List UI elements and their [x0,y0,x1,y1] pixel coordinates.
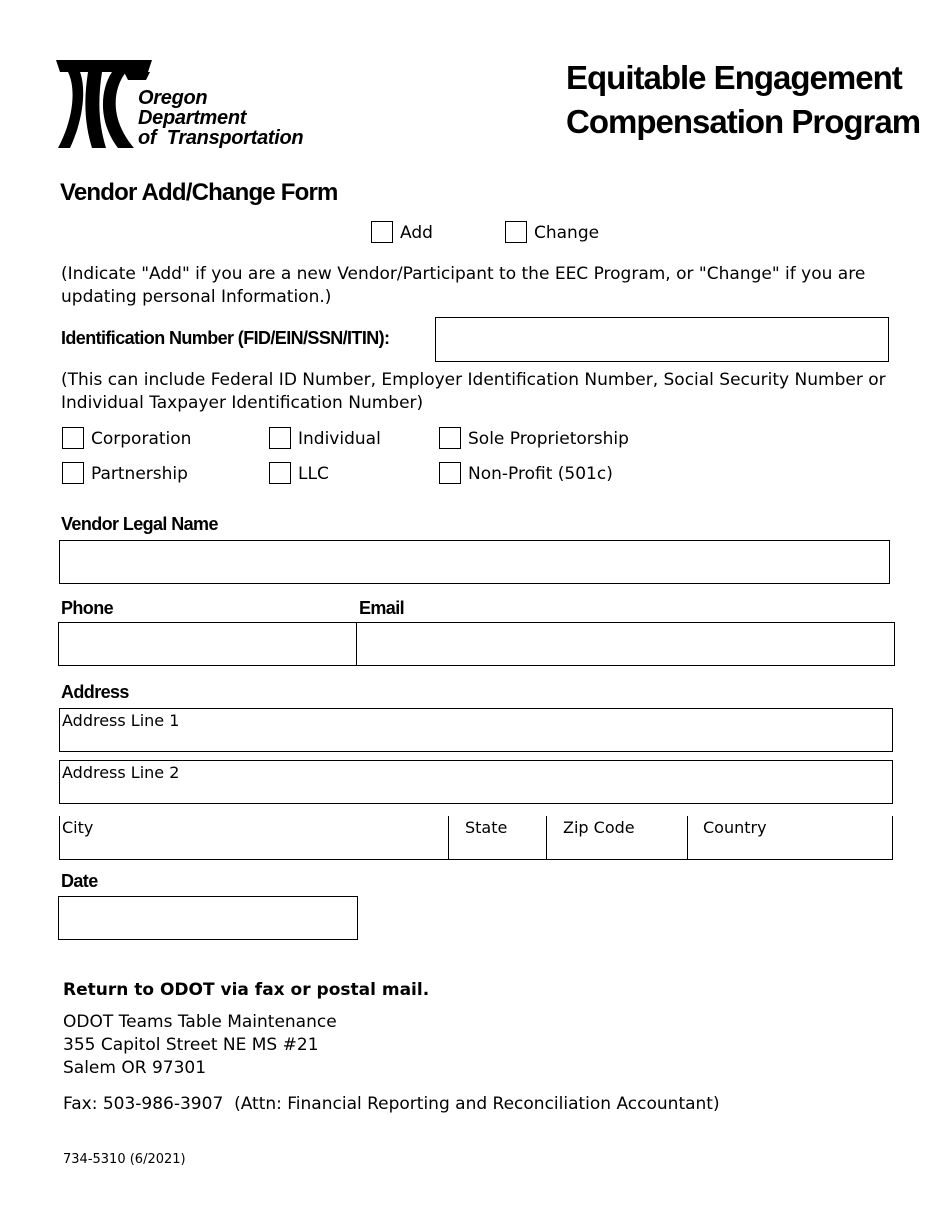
date-field[interactable] [58,896,358,940]
fax-line: Fax: 503-986-3907 (Attn: Financial Reporting and Reconciliation Accountant) [63,1094,720,1114]
program-title [566,56,920,144]
address-line-1-field[interactable] [59,708,893,752]
sole-proprietorship-label: Sole Proprietorship [468,429,629,449]
legal-name-field[interactable] [59,540,890,584]
zip-code-field[interactable] [546,816,689,860]
form-title: Vendor Add/Change Form [60,179,338,206]
program-title-line-2: Compensation Program [566,103,921,140]
sole-proprietorship-checkbox[interactable] [439,427,461,449]
date-label: Date [61,871,98,891]
logo-line-3: of Transportation [138,127,304,149]
llc-label: LLC [298,464,329,484]
individual-checkbox[interactable] [269,427,291,449]
phone-field[interactable] [58,622,358,666]
id-number-label: Identification Number (FID/EIN/SSN/ITIN): [61,328,390,348]
action-note: (Indicate "Add" if you are a new Vendor/Participant to the EEC Program, or "Change" if you are updating personal Information.) [61,264,866,307]
partnership-checkbox[interactable] [62,462,84,484]
email-field[interactable] [356,622,895,666]
non-profit-checkbox[interactable] [439,462,461,484]
mailing-address-line-3: Salem OR 97301 [63,1058,207,1078]
city-label: City [62,818,94,837]
address-line-1-label: Address Line 1 [62,711,180,730]
corporation-checkbox[interactable] [62,427,84,449]
mailing-address-line-2: 355 Capitol Street NE MS #21 [63,1035,319,1055]
zip-code-label: Zip Code [563,818,635,837]
mailing-address-line-1: ODOT Teams Table Maintenance [63,1012,337,1032]
partnership-label: Partnership [91,464,188,484]
country-label: Country [703,818,767,837]
llc-checkbox[interactable] [269,462,291,484]
mailing-address [63,1011,337,1080]
legal-name-label: Vendor Legal Name [61,514,218,534]
form-number: 734-5310 (6/2021) [63,1152,186,1167]
individual-label: Individual [298,429,381,449]
add-checkbox[interactable] [371,221,393,243]
corporation-label: Corporation [91,429,192,449]
address-label: Address [61,682,129,702]
change-label: Change [534,223,600,243]
city-field[interactable] [59,816,450,860]
state-field[interactable] [448,816,548,860]
id-note: (This can include Federal ID Number, Employer Identification Number, Social Security Number or Individual Taxpayer Identification Number) [61,370,886,413]
non-profit-label: Non-Profit (501c) [468,464,613,484]
odot-logo [54,58,354,152]
id-number-field[interactable] [435,317,889,362]
return-heading: Return to ODOT via fax or postal mail. [63,980,430,1000]
country-field[interactable] [687,816,893,860]
logo-line-2: Department [138,107,247,129]
program-title-line-1: Equitable Engagement [566,59,902,96]
address-line-2-field[interactable] [59,760,893,804]
phone-label: Phone [61,598,114,618]
change-checkbox[interactable] [505,221,527,243]
address-line-2-label: Address Line 2 [62,763,180,782]
email-label: Email [359,598,405,618]
state-label: State [465,818,508,837]
logo-line-1: Oregon [138,87,208,109]
add-label: Add [400,223,433,243]
logo-text [138,88,303,148]
